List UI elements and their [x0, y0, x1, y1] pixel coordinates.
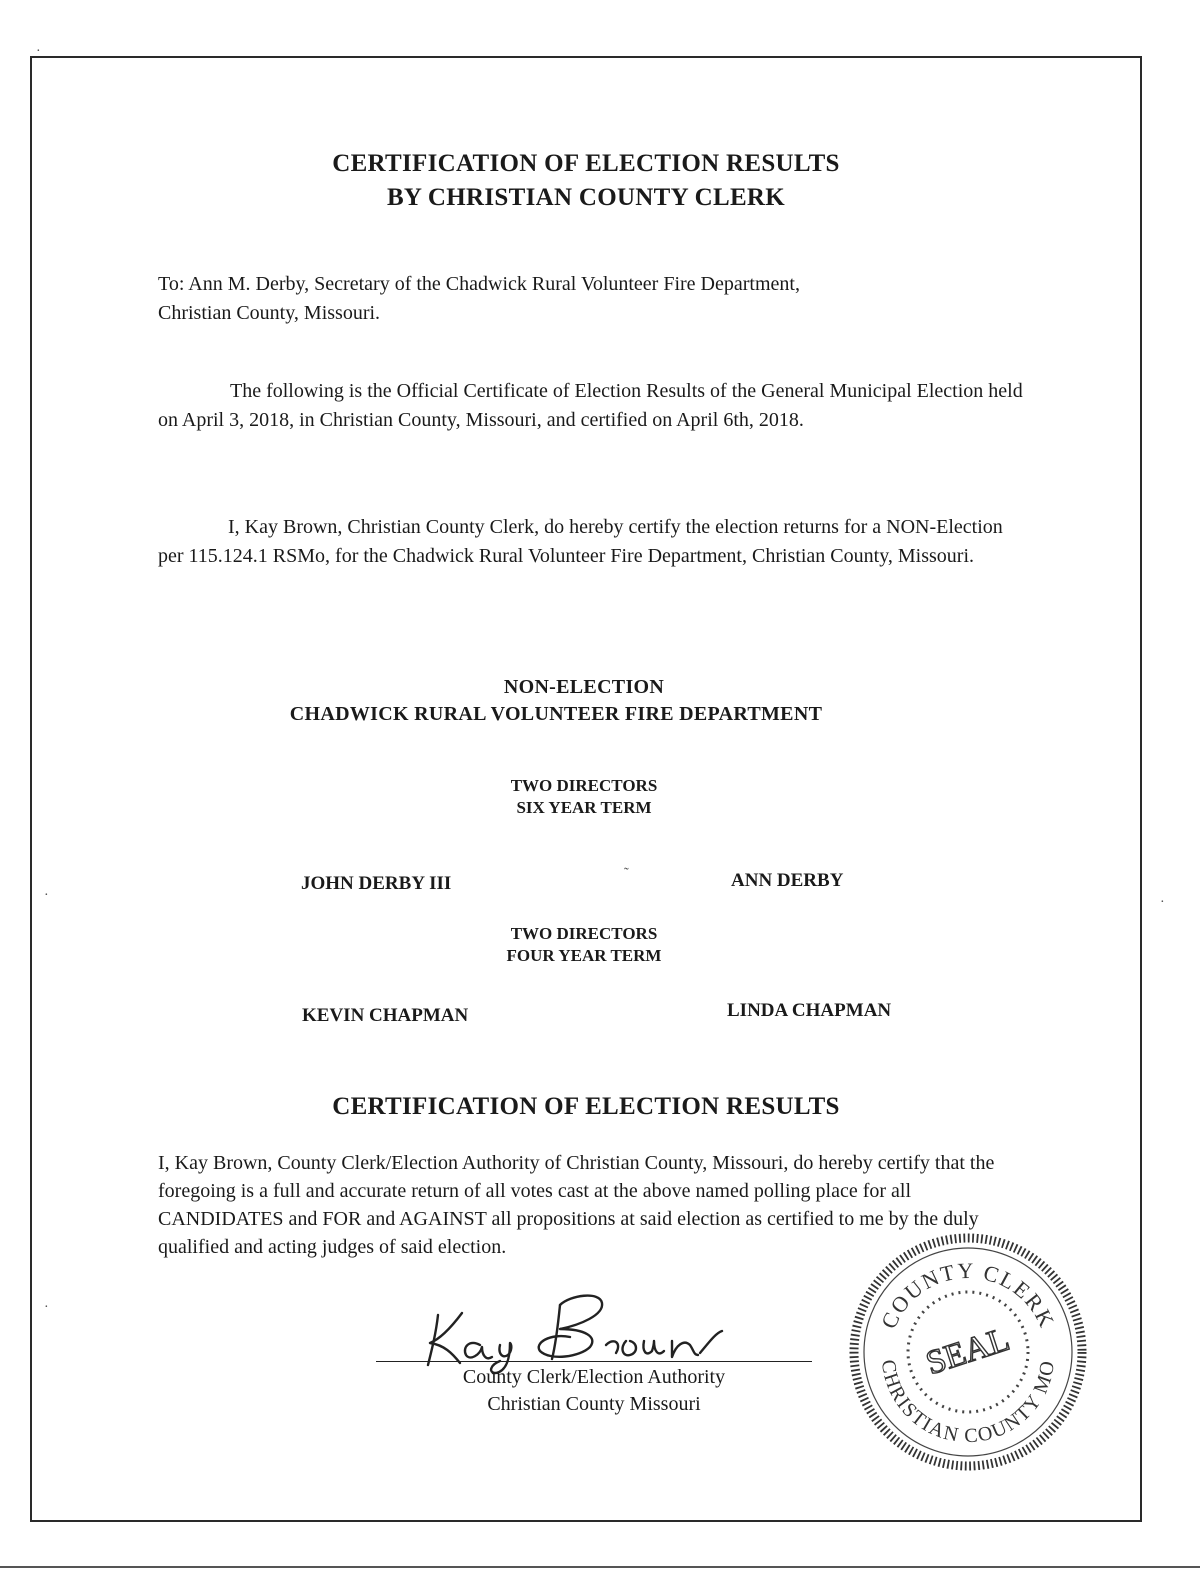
svg-text:CHRISTIAN COUNTY MO: CHRISTIAN COUNTY MO: [876, 1358, 1060, 1448]
candidate-kevin-chapman: KEVIN CHAPMAN: [302, 1005, 469, 1026]
svg-text:COUNTY CLERK: COUNTY CLERK: [875, 1257, 1061, 1333]
fire-department-heading: CHADWICK RURAL VOLUNTEER FIRE DEPARTMENT: [289, 703, 823, 725]
scan-speck: ·: [36, 44, 41, 59]
candidate-john-derby: JOHN DERBY III: [301, 873, 452, 894]
scan-speck: ·: [1160, 895, 1165, 910]
scan-speck: ·: [44, 1300, 49, 1315]
term-2-length: FOUR YEAR TERM: [506, 946, 662, 965]
signature-line: [376, 1361, 812, 1362]
addressee-block: [158, 270, 1018, 328]
addressee-line-1: To: Ann M. Derby, Secretary of the Chadwick Rural Volunteer Fire Department,: [158, 273, 800, 295]
stray-mark: ˜: [624, 866, 629, 881]
county-clerk-seal: [848, 1232, 1088, 1472]
scan-speck: ·: [44, 888, 49, 903]
clerk-certify-paragraph: I, Kay Brown, Christian County Clerk, do hereby certify the election returns for a NON-Election per 115.124.1 RSMo, for the Chadwick Rural Volunteer Fire Department, Christian County, Missouri.: [158, 516, 1003, 567]
signer-county: Christian County Missouri: [487, 1393, 701, 1415]
scan-edge-rule: [0, 1566, 1200, 1568]
certification-paragraph: I, Kay Brown, County Clerk/Election Authority of Christian County, Missouri, do hereby certify that the foregoing is a full and accurate return of all votes cast at the above named polling place for all CANDIDATES and FOR and AGAINST all propositions at said election as certified to me by the duly qualified and acting judges of said election.: [158, 1152, 995, 1258]
svg-text:SEAL: SEAL: [921, 1320, 1014, 1383]
non-election-heading: NON-ELECTION: [503, 676, 665, 698]
official-certificate-paragraph: The following is the Official Certificate of Election Results of the General Municipal Election held on April 3, 2018, in Christian County, Missouri, and certified on April 6th, 2018.: [158, 380, 1023, 431]
candidate-linda-chapman: LINDA CHAPMAN: [727, 1000, 892, 1021]
certification-heading: CERTIFICATION OF ELECTION RESULTS: [332, 1093, 840, 1120]
term-1-length: SIX YEAR TERM: [516, 798, 652, 817]
signer-title: County Clerk/Election Authority: [462, 1366, 726, 1388]
term-2-seats: TWO DIRECTORS: [510, 924, 658, 943]
term-1-seats: TWO DIRECTORS: [510, 776, 658, 795]
document-title: CERTIFICATION OF ELECTION RESULTS: [332, 150, 840, 177]
addressee-line-2: Christian County, Missouri.: [158, 302, 381, 324]
document-subtitle: BY CHRISTIAN COUNTY CLERK: [386, 184, 786, 211]
candidate-ann-derby: ANN DERBY: [731, 870, 844, 891]
